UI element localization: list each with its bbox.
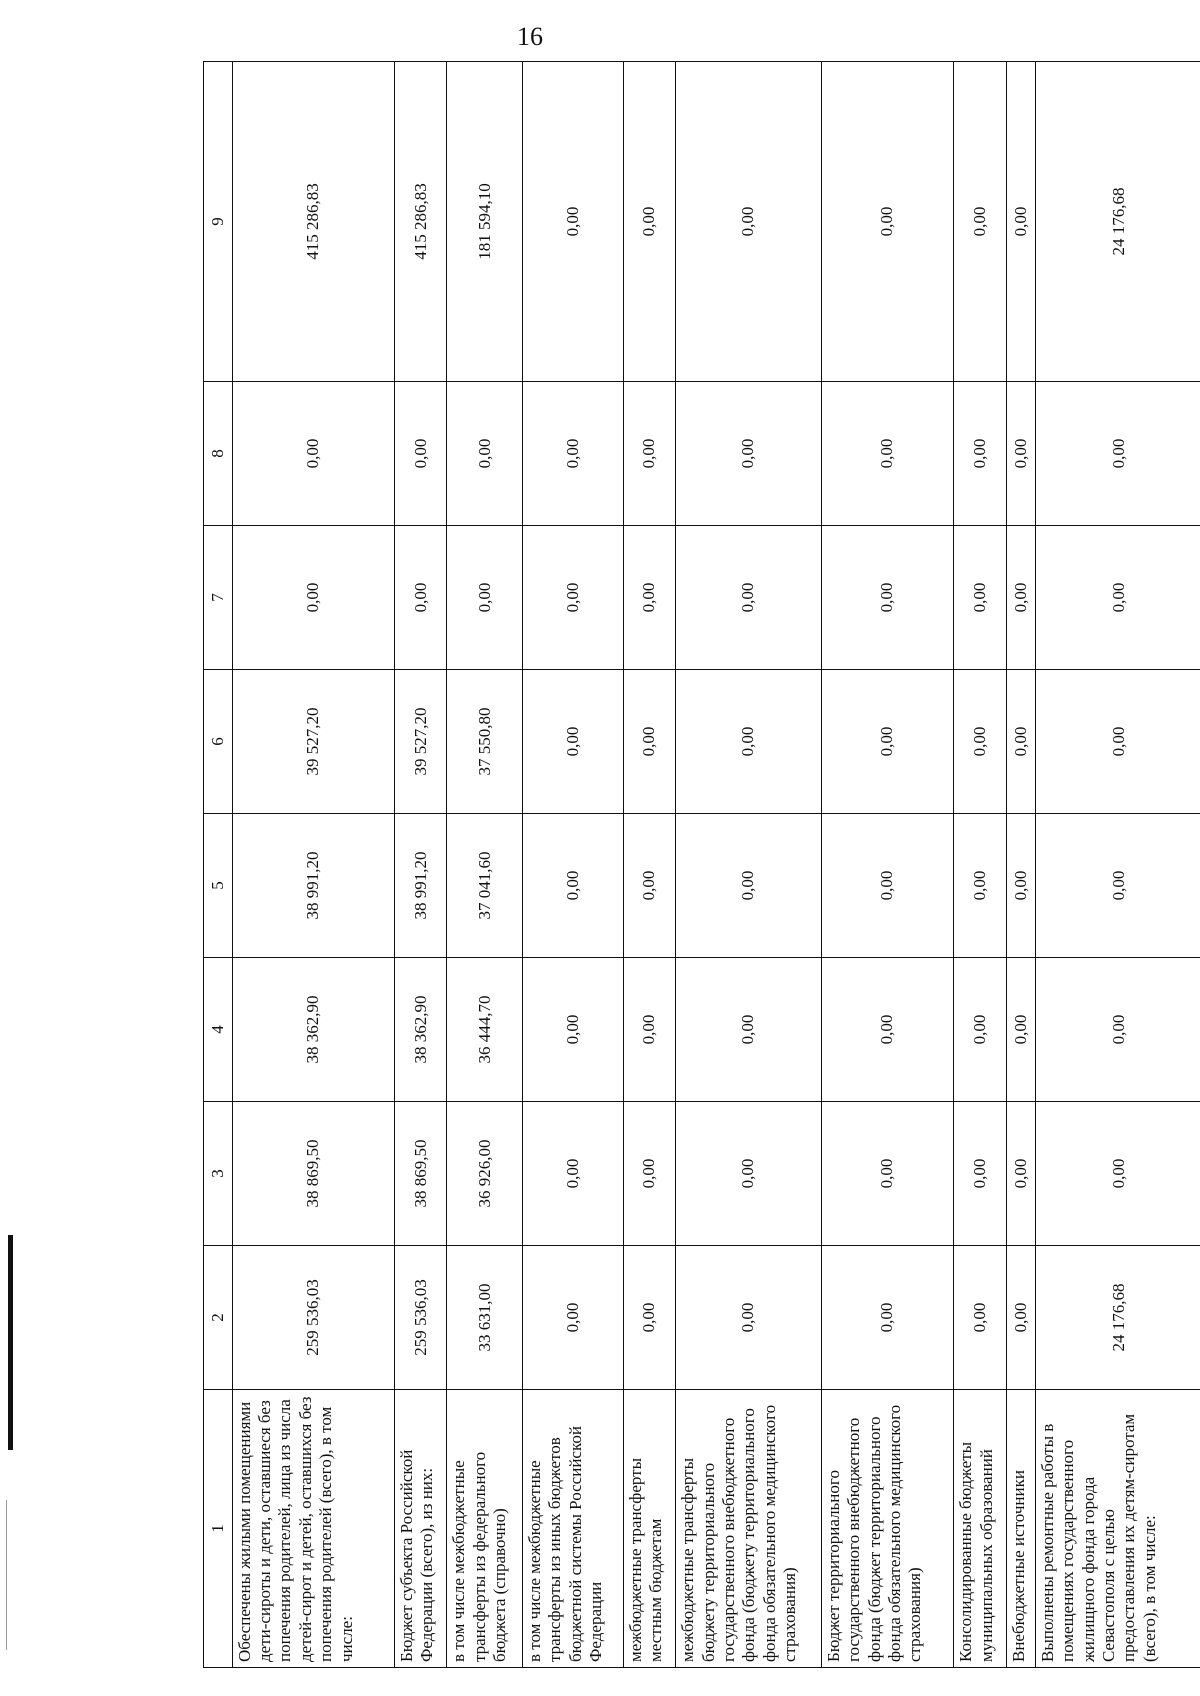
row-value: 0,00 — [523, 958, 624, 1102]
scan-edge-line — [6, 1500, 7, 1650]
row-value: 0,00 — [676, 814, 822, 958]
row-value: 0,00 — [676, 62, 822, 382]
row-value: 0,00 — [1006, 814, 1035, 958]
column-header: 2 — [204, 1246, 233, 1390]
row-value: 0,00 — [623, 1102, 675, 1246]
table-row — [954, 62, 1006, 1668]
row-value: 0,00 — [623, 814, 675, 958]
row-value: 0,00 — [523, 814, 624, 958]
row-value: 0,00 — [1035, 670, 1200, 814]
row-value: 38 991,20 — [232, 814, 394, 958]
header-row — [204, 62, 233, 1668]
row-label: Консолидированные бюджеты муниципальных образований — [954, 1390, 1006, 1668]
row-value: 0,00 — [954, 62, 1006, 382]
row-value: 38 869,50 — [395, 1102, 447, 1246]
row-value: 0,00 — [395, 526, 447, 670]
row-value: 0,00 — [523, 526, 624, 670]
row-value: 0,00 — [395, 382, 447, 526]
table-row — [676, 62, 822, 1668]
row-value: 0,00 — [1035, 526, 1200, 670]
table-row — [1035, 62, 1200, 1668]
row-value: 0,00 — [232, 526, 394, 670]
row-label: межбюджетные трансферты местным бюджетам — [623, 1390, 675, 1668]
row-value: 0,00 — [676, 526, 822, 670]
row-value: 24 176,68 — [1035, 62, 1200, 382]
row-value: 259 536,03 — [395, 1246, 447, 1390]
row-value: 0,00 — [1035, 382, 1200, 526]
row-label: Выполнены ремонтные работы в помещениях государственного жилищного фонда города Севастополя с целью предоставления их детям-сиротам (всего), в том числе: — [1035, 1390, 1200, 1668]
row-value: 0,00 — [954, 526, 1006, 670]
row-value: 38 991,20 — [395, 814, 447, 958]
row-value: 0,00 — [1006, 670, 1035, 814]
row-value: 38 362,90 — [232, 958, 394, 1102]
row-value: 0,00 — [821, 526, 954, 670]
row-value: 0,00 — [623, 382, 675, 526]
row-value: 0,00 — [821, 1246, 954, 1390]
row-value: 0,00 — [623, 1246, 675, 1390]
column-header: 7 — [204, 526, 233, 670]
row-label: Бюджет субъекта Российской Федерации (всего), из них: — [395, 1390, 447, 1668]
row-value: 0,00 — [447, 526, 523, 670]
column-header: 9 — [204, 62, 233, 382]
row-value: 0,00 — [523, 382, 624, 526]
row-value: 36 926,00 — [447, 1102, 523, 1246]
table-row — [232, 62, 394, 1668]
row-value: 0,00 — [623, 958, 675, 1102]
row-value: 0,00 — [954, 1102, 1006, 1246]
row-value: 415 286,83 — [232, 62, 394, 382]
column-header: 4 — [204, 958, 233, 1102]
row-label: Обеспечены жилыми помещениями дети-сироты и дети, оставшиеся без попечения родителей, лица из числа детей-сирот и детей, оставшихся без попечения родителей (всего), в том числе: — [232, 1390, 394, 1668]
scan-edge-mark — [8, 1235, 13, 1450]
table-row — [821, 62, 954, 1668]
row-value: 0,00 — [523, 1102, 624, 1246]
row-value: 38 869,50 — [232, 1102, 394, 1246]
row-value: 0,00 — [523, 62, 624, 382]
row-label: в том числе межбюджетные трансферты из федерального бюджета (справочно) — [447, 1390, 523, 1668]
row-value: 0,00 — [954, 814, 1006, 958]
row-value: 0,00 — [1006, 526, 1035, 670]
row-value: 0,00 — [821, 814, 954, 958]
row-value: 0,00 — [954, 382, 1006, 526]
row-value: 0,00 — [821, 382, 954, 526]
row-value: 0,00 — [447, 382, 523, 526]
row-value: 0,00 — [623, 62, 675, 382]
row-value: 0,00 — [821, 1102, 954, 1246]
row-value: 0,00 — [676, 670, 822, 814]
rotated-table-container — [203, 62, 1200, 1668]
column-header: 8 — [204, 382, 233, 526]
row-value: 0,00 — [523, 670, 624, 814]
table-row — [1006, 62, 1035, 1668]
row-value: 39 527,20 — [395, 670, 447, 814]
row-value: 0,00 — [821, 62, 954, 382]
row-value: 259 536,03 — [232, 1246, 394, 1390]
row-value: 0,00 — [1006, 382, 1035, 526]
row-value: 0,00 — [954, 1246, 1006, 1390]
row-value: 0,00 — [821, 670, 954, 814]
row-value: 0,00 — [954, 958, 1006, 1102]
row-value: 0,00 — [623, 526, 675, 670]
row-value: 33 631,00 — [447, 1246, 523, 1390]
table-row — [623, 62, 675, 1668]
column-header: 3 — [204, 1102, 233, 1246]
row-label: Бюджет территориального государственного внебюджетного фонда (бюджет территориального фонда обязательного медицинского страхования) — [821, 1390, 954, 1668]
row-label: Внебюджетные источники — [1006, 1390, 1035, 1668]
column-header: 6 — [204, 670, 233, 814]
row-value: 37 550,80 — [447, 670, 523, 814]
row-value: 181 594,10 — [447, 62, 523, 382]
table-body — [232, 62, 1200, 1668]
row-value: 0,00 — [1006, 1246, 1035, 1390]
row-label: межбюджетные трансферты бюджету территориального государственного внебюджетного фонда (бюджету территориального фонда обязательного медицинского страхования) — [676, 1390, 822, 1668]
row-value: 0,00 — [1006, 958, 1035, 1102]
row-value: 39 527,20 — [232, 670, 394, 814]
row-value: 0,00 — [954, 670, 1006, 814]
row-value: 0,00 — [1035, 958, 1200, 1102]
row-value: 36 444,70 — [447, 958, 523, 1102]
row-value: 0,00 — [821, 958, 954, 1102]
funding-table — [203, 61, 1200, 1668]
table-row — [395, 62, 447, 1668]
row-value: 0,00 — [523, 1246, 624, 1390]
table-row — [447, 62, 523, 1668]
row-value: 0,00 — [623, 670, 675, 814]
row-value: 37 041,60 — [447, 814, 523, 958]
table-row — [523, 62, 624, 1668]
row-value: 0,00 — [676, 382, 822, 526]
column-header: 5 — [204, 814, 233, 958]
row-value: 0,00 — [676, 958, 822, 1102]
page-number: 16 — [517, 22, 543, 51]
row-value: 0,00 — [232, 382, 394, 526]
row-value: 0,00 — [1006, 62, 1035, 382]
row-value: 0,00 — [1035, 814, 1200, 958]
row-value: 0,00 — [676, 1102, 822, 1246]
row-value: 415 286,83 — [395, 62, 447, 382]
row-value: 0,00 — [676, 1246, 822, 1390]
row-value: 0,00 — [1035, 1102, 1200, 1246]
row-value: 0,00 — [1006, 1102, 1035, 1246]
row-value: 24 176,68 — [1035, 1246, 1200, 1390]
row-value: 38 362,90 — [395, 958, 447, 1102]
column-header: 1 — [204, 1390, 233, 1668]
row-label: в том числе межбюджетные трансферты из иных бюджетов бюджетной системы Российской Федерации — [523, 1390, 624, 1668]
